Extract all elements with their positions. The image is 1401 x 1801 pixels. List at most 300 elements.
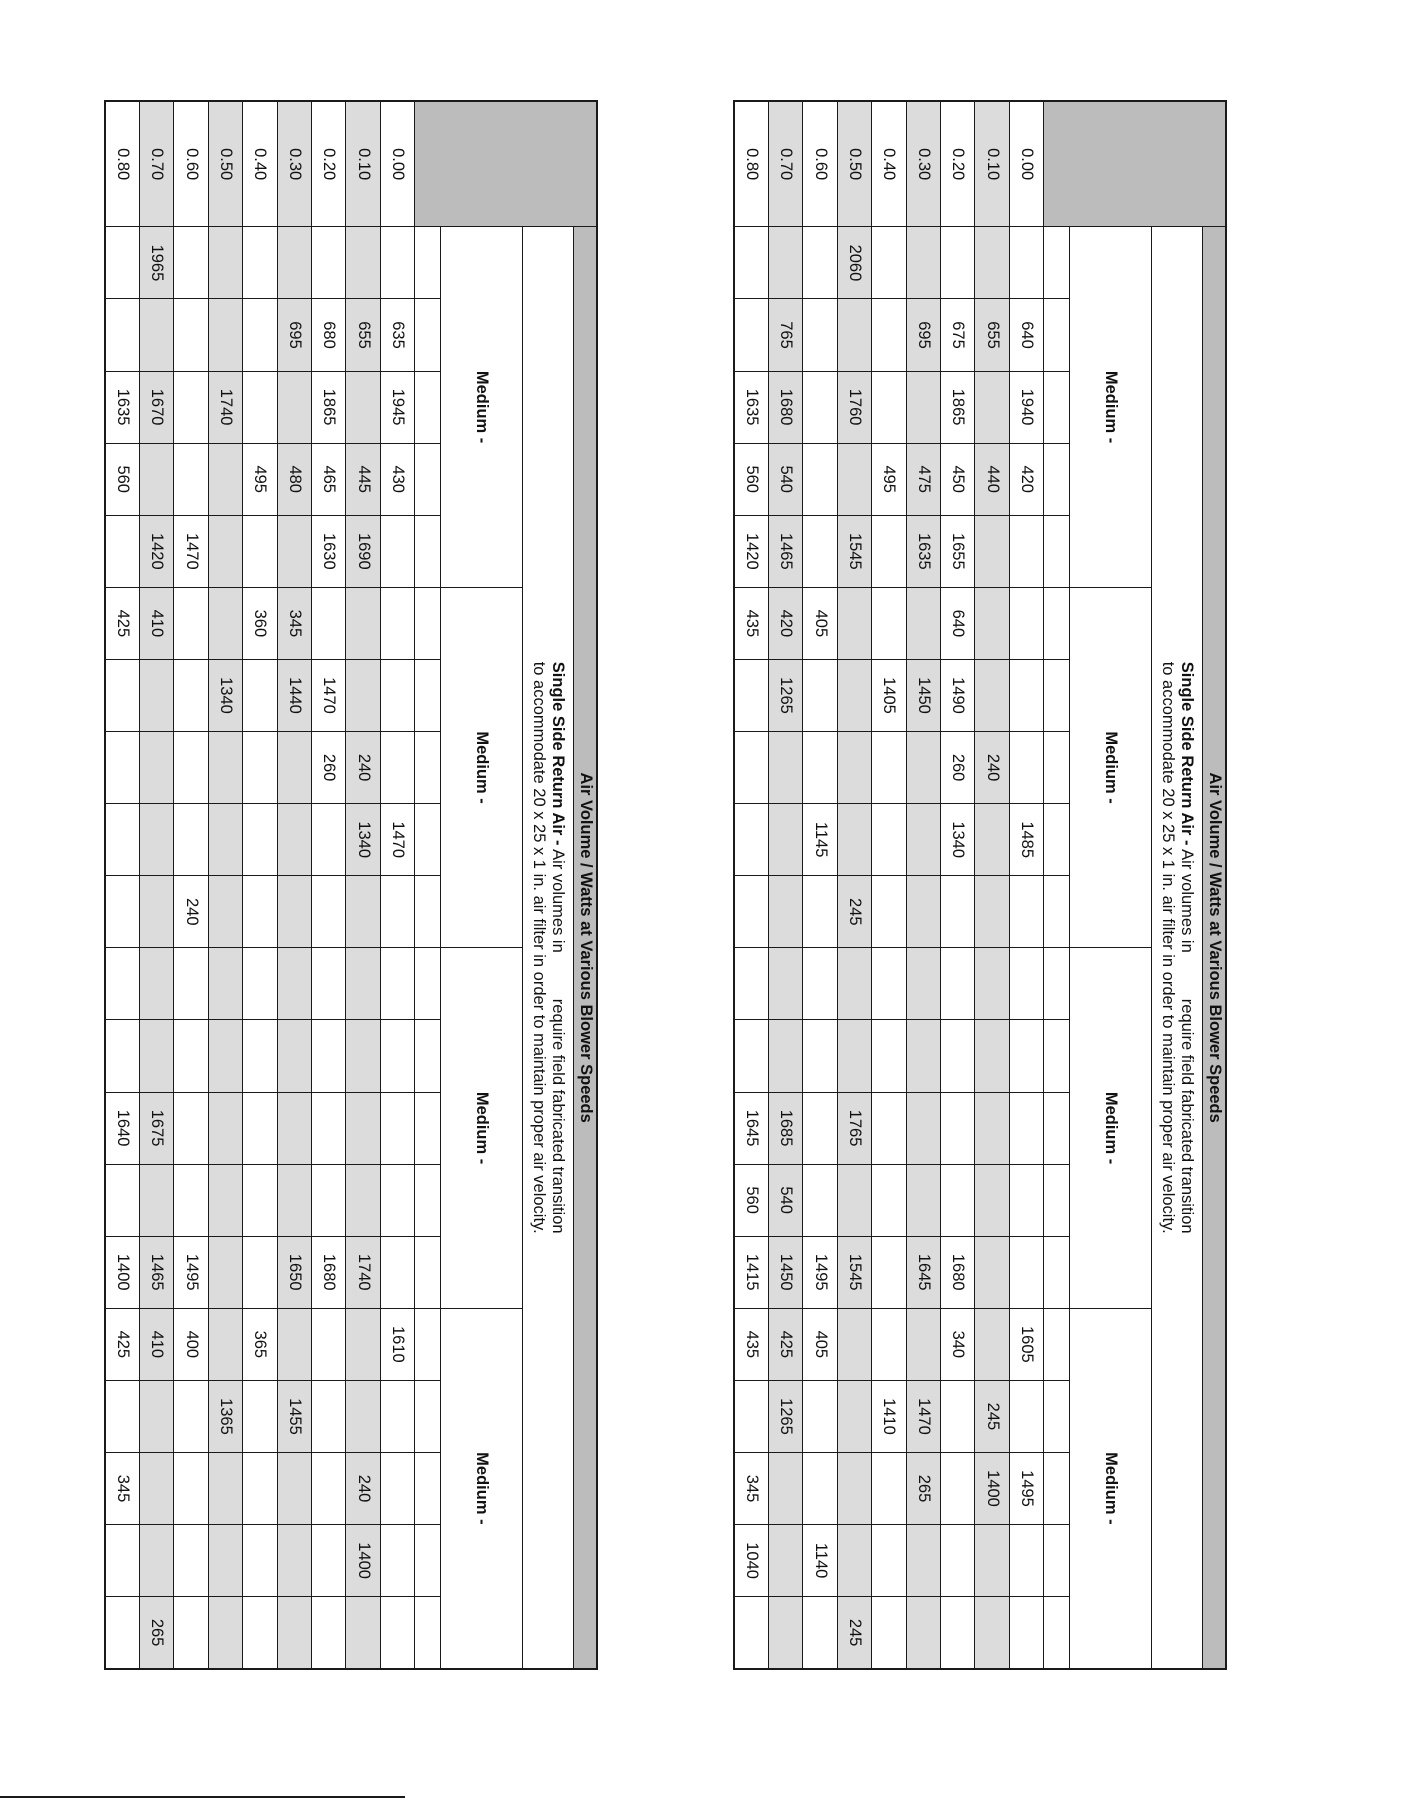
value-cell: 450 [941, 443, 975, 515]
value-cell [975, 1236, 1009, 1308]
value-cell [906, 732, 940, 804]
value-cell [140, 804, 174, 876]
value-cell [872, 515, 906, 587]
value-cell: 1655 [941, 515, 975, 587]
speed-group-label: Medium - [1070, 1308, 1152, 1669]
value-cell: 765 [769, 299, 803, 371]
value-cell [380, 1597, 414, 1669]
value-cell [312, 1308, 346, 1380]
value-cell [208, 876, 242, 948]
value-cell [277, 371, 311, 443]
value-cell [140, 1020, 174, 1092]
value-cell [837, 1380, 871, 1452]
note-bold: Single Side Return Air - [1178, 661, 1197, 846]
value-cell [208, 1308, 242, 1380]
value-cell [872, 1164, 906, 1236]
value-cell: 1940 [1009, 371, 1043, 443]
note-line1: Air volumes in [1178, 849, 1197, 953]
value-cell: 1400 [105, 1236, 140, 1308]
value-cell [380, 659, 414, 731]
value-cell [105, 1380, 140, 1452]
header-blank [415, 299, 441, 371]
value-cell [837, 1525, 871, 1597]
value-cell [380, 1092, 414, 1164]
value-cell [174, 1020, 208, 1092]
value-cell [941, 1020, 975, 1092]
table-row [769, 101, 803, 1669]
value-cell [803, 1452, 837, 1524]
note-line1b: require field fabricated transition [1178, 998, 1197, 1234]
value-cell [174, 227, 208, 299]
value-cell: 1340 [208, 659, 242, 731]
value-cell [312, 876, 346, 948]
value-cell [243, 371, 277, 443]
header-blank [415, 1597, 441, 1669]
value-cell [975, 804, 1009, 876]
value-cell [243, 804, 277, 876]
value-cell: 1420 [140, 515, 174, 587]
value-cell [140, 443, 174, 515]
value-cell [346, 1597, 380, 1669]
value-cell [140, 1452, 174, 1524]
value-cell [208, 1525, 242, 1597]
value-cell [208, 1597, 242, 1669]
value-cell: 435 [734, 587, 769, 659]
value-cell [208, 1236, 242, 1308]
header-blank [415, 1092, 441, 1164]
value-cell: 1760 [837, 371, 871, 443]
value-cell [105, 515, 140, 587]
value-cell: 240 [346, 732, 380, 804]
value-cell [769, 1597, 803, 1669]
table-title: Air Volume / Watts at Various Blower Speeds [1203, 227, 1226, 1669]
value-cell [105, 227, 140, 299]
value-cell: 245 [837, 876, 871, 948]
value-cell [208, 1452, 242, 1524]
value-cell [105, 876, 140, 948]
value-cell: 1495 [1009, 1452, 1043, 1524]
value-cell [906, 1020, 940, 1092]
header-blank [415, 1020, 441, 1092]
value-cell [872, 804, 906, 876]
header-blank [1044, 948, 1070, 1020]
value-cell [346, 876, 380, 948]
value-cell [734, 227, 769, 299]
value-cell [1009, 948, 1043, 1020]
header-blank [415, 515, 441, 587]
header-blank [1044, 1308, 1070, 1380]
value-cell [906, 948, 940, 1020]
table-note [522, 227, 574, 1669]
value-cell: 260 [941, 732, 975, 804]
value-cell: 1965 [140, 227, 174, 299]
value-cell: 1605 [1009, 1308, 1043, 1380]
value-cell [975, 1597, 1009, 1669]
value-cell [312, 227, 346, 299]
header-blank [1044, 587, 1070, 659]
value-cell [312, 1092, 346, 1164]
value-cell [872, 299, 906, 371]
table-row [872, 101, 906, 1669]
value-cell [837, 659, 871, 731]
value-cell [872, 227, 906, 299]
value-cell [1009, 1164, 1043, 1236]
static-pressure-cell: 0.40 [872, 101, 906, 227]
value-cell [208, 1020, 242, 1092]
value-cell [872, 948, 906, 1020]
table-row [380, 101, 414, 1669]
value-cell: 695 [277, 299, 311, 371]
value-cell: 1145 [803, 804, 837, 876]
value-cell: 345 [105, 1452, 140, 1524]
value-cell [174, 587, 208, 659]
value-cell: 1610 [380, 1308, 414, 1380]
header-blank [415, 732, 441, 804]
value-cell: 1465 [140, 1236, 174, 1308]
value-cell [906, 587, 940, 659]
value-cell: 1040 [734, 1525, 769, 1597]
value-cell [346, 371, 380, 443]
header-blank [1044, 876, 1070, 948]
value-cell [174, 1164, 208, 1236]
value-cell [105, 1164, 140, 1236]
value-cell: 1420 [734, 515, 769, 587]
value-cell [312, 1380, 346, 1452]
value-cell [769, 732, 803, 804]
value-cell: 1680 [941, 1236, 975, 1308]
value-cell [769, 804, 803, 876]
value-cell [734, 948, 769, 1020]
value-cell [346, 227, 380, 299]
value-cell [174, 948, 208, 1020]
static-pressure-cell: 0.30 [906, 101, 940, 227]
value-cell: 1675 [140, 1092, 174, 1164]
value-cell: 245 [975, 1380, 1009, 1452]
value-cell: 560 [105, 443, 140, 515]
value-cell: 435 [734, 1308, 769, 1380]
value-cell: 1455 [277, 1380, 311, 1452]
static-pressure-cell: 0.60 [803, 101, 837, 227]
air-volume-table-lower [104, 100, 598, 1670]
value-cell: 1405 [872, 659, 906, 731]
value-cell [140, 1525, 174, 1597]
value-cell [243, 1380, 277, 1452]
note-line1b: require field fabricated transition [549, 998, 568, 1234]
value-cell [277, 1164, 311, 1236]
value-cell [941, 1380, 975, 1452]
value-cell [941, 1597, 975, 1669]
value-cell: 345 [277, 587, 311, 659]
value-cell: 1410 [872, 1380, 906, 1452]
table-row [1009, 101, 1043, 1669]
value-cell [346, 1380, 380, 1452]
air-volume-table-upper [733, 100, 1227, 1670]
value-cell [734, 1597, 769, 1669]
value-cell: 265 [140, 1597, 174, 1669]
value-cell [243, 1452, 277, 1524]
value-cell: 345 [734, 1452, 769, 1524]
value-cell [975, 371, 1009, 443]
header-blank [415, 659, 441, 731]
value-cell [906, 1164, 940, 1236]
speed-group-label: Medium - [441, 1308, 523, 1669]
static-pressure-cell: 0.70 [140, 101, 174, 227]
value-cell: 560 [734, 1164, 769, 1236]
header-blank [1044, 732, 1070, 804]
value-cell [312, 1020, 346, 1092]
value-cell [734, 804, 769, 876]
value-cell: 1450 [906, 659, 940, 731]
note-bold: Single Side Return Air - [549, 661, 568, 846]
table-row [277, 101, 311, 1669]
value-cell [174, 299, 208, 371]
value-cell [174, 371, 208, 443]
table-title: Air Volume / Watts at Various Blower Speeds [574, 227, 597, 1669]
value-cell: 1685 [769, 1092, 803, 1164]
value-cell: 245 [837, 1597, 871, 1669]
table-row [312, 101, 346, 1669]
value-cell [803, 1380, 837, 1452]
value-cell: 1470 [312, 659, 346, 731]
table-row [941, 101, 975, 1669]
header-blank [415, 371, 441, 443]
table-row [346, 101, 380, 1669]
value-cell: 340 [941, 1308, 975, 1380]
value-cell [208, 948, 242, 1020]
header-blank [1044, 1380, 1070, 1452]
value-cell: 240 [975, 732, 1009, 804]
note-line2: to accommodate 20 x 25 x 1 in. air filter in order to maintain proper air velocity. [530, 661, 549, 1234]
static-pressure-cell: 0.00 [380, 101, 414, 227]
header-corner [1044, 101, 1226, 227]
value-cell [243, 659, 277, 731]
value-cell: 410 [140, 587, 174, 659]
value-cell [975, 876, 1009, 948]
value-cell: 695 [906, 299, 940, 371]
note-line1: Air volumes in [549, 849, 568, 953]
header-blank [1044, 1452, 1070, 1524]
value-cell [803, 227, 837, 299]
value-cell [277, 1020, 311, 1092]
value-cell: 400 [174, 1308, 208, 1380]
value-cell [803, 1164, 837, 1236]
value-cell [1009, 732, 1043, 804]
table-row [140, 101, 174, 1669]
table-row [803, 101, 837, 1669]
value-cell [734, 1020, 769, 1092]
value-cell [906, 804, 940, 876]
value-cell: 640 [1009, 299, 1043, 371]
header-blank [1044, 515, 1070, 587]
value-cell [346, 587, 380, 659]
value-cell [243, 227, 277, 299]
value-cell: 635 [380, 299, 414, 371]
static-pressure-cell: 0.80 [105, 101, 140, 227]
static-pressure-cell: 0.40 [243, 101, 277, 227]
value-cell [872, 1452, 906, 1524]
value-cell: 1490 [941, 659, 975, 731]
value-cell: 420 [769, 587, 803, 659]
value-cell [837, 1164, 871, 1236]
table-row [734, 101, 769, 1669]
value-cell [769, 876, 803, 948]
value-cell [837, 804, 871, 876]
header-blank [1044, 1164, 1070, 1236]
value-cell: 560 [734, 443, 769, 515]
value-cell [208, 804, 242, 876]
value-cell [277, 732, 311, 804]
value-cell [380, 732, 414, 804]
value-cell [174, 1452, 208, 1524]
value-cell [906, 876, 940, 948]
value-cell [975, 515, 1009, 587]
value-cell [975, 659, 1009, 731]
value-cell: 655 [975, 299, 1009, 371]
value-cell: 430 [380, 443, 414, 515]
value-cell: 425 [769, 1308, 803, 1380]
value-cell: 420 [1009, 443, 1043, 515]
value-cell [941, 1525, 975, 1597]
header-blank [1044, 443, 1070, 515]
value-cell [277, 1525, 311, 1597]
value-cell [941, 227, 975, 299]
value-cell [380, 1525, 414, 1597]
value-cell [906, 371, 940, 443]
value-cell [769, 227, 803, 299]
value-cell: 1265 [769, 1380, 803, 1452]
value-cell [312, 587, 346, 659]
value-cell [380, 1380, 414, 1452]
value-cell: 365 [243, 1308, 277, 1380]
value-cell: 1440 [277, 659, 311, 731]
table-row [906, 101, 940, 1669]
value-cell [837, 732, 871, 804]
value-cell [734, 876, 769, 948]
value-cell [769, 1525, 803, 1597]
value-cell [105, 948, 140, 1020]
value-cell [380, 587, 414, 659]
header-blank [415, 876, 441, 948]
table-row [208, 101, 242, 1669]
value-cell [975, 1092, 1009, 1164]
value-cell [803, 371, 837, 443]
value-cell [346, 1164, 380, 1236]
value-cell [346, 1308, 380, 1380]
value-cell [975, 587, 1009, 659]
value-cell [346, 1020, 380, 1092]
value-cell: 1670 [140, 371, 174, 443]
value-cell [975, 948, 1009, 1020]
value-cell [312, 1597, 346, 1669]
value-cell [769, 948, 803, 1020]
value-cell: 1340 [346, 804, 380, 876]
value-cell [140, 1164, 174, 1236]
value-cell: 1740 [208, 371, 242, 443]
value-cell: 640 [941, 587, 975, 659]
value-cell: 1470 [380, 804, 414, 876]
value-cell [380, 1164, 414, 1236]
value-cell [769, 1020, 803, 1092]
value-cell [312, 804, 346, 876]
value-cell [208, 1164, 242, 1236]
value-cell [906, 1597, 940, 1669]
header-blank [1044, 1092, 1070, 1164]
value-cell: 1450 [769, 1236, 803, 1308]
value-cell [174, 804, 208, 876]
value-cell [105, 299, 140, 371]
value-cell: 1465 [769, 515, 803, 587]
header-blank [1044, 804, 1070, 876]
value-cell [243, 1597, 277, 1669]
value-cell [837, 443, 871, 515]
table-row [975, 101, 1009, 1669]
value-cell: 1470 [906, 1380, 940, 1452]
value-cell [872, 371, 906, 443]
value-cell [140, 876, 174, 948]
value-cell [174, 1525, 208, 1597]
value-cell [105, 804, 140, 876]
value-cell: 1645 [906, 1236, 940, 1308]
value-cell [346, 948, 380, 1020]
value-cell [1009, 1597, 1043, 1669]
static-pressure-cell: 0.10 [346, 101, 380, 227]
value-cell [803, 515, 837, 587]
value-cell [906, 227, 940, 299]
value-cell [1009, 227, 1043, 299]
value-cell [872, 1308, 906, 1380]
value-cell: 1945 [380, 371, 414, 443]
value-cell [243, 1092, 277, 1164]
value-cell: 240 [346, 1452, 380, 1524]
value-cell [941, 876, 975, 948]
value-cell [105, 659, 140, 731]
value-cell [277, 1452, 311, 1524]
value-cell [872, 1597, 906, 1669]
value-cell: 680 [312, 299, 346, 371]
value-cell [941, 1452, 975, 1524]
value-cell [243, 515, 277, 587]
value-cell [243, 948, 277, 1020]
value-cell [872, 1092, 906, 1164]
value-cell: 495 [872, 443, 906, 515]
value-cell: 240 [174, 876, 208, 948]
header-blank [1044, 1020, 1070, 1092]
value-cell [243, 299, 277, 371]
value-cell [1009, 1380, 1043, 1452]
header-blank [1044, 1597, 1070, 1669]
value-cell [243, 1525, 277, 1597]
value-cell [803, 1020, 837, 1092]
value-cell [243, 1236, 277, 1308]
value-cell [140, 732, 174, 804]
value-cell: 1635 [906, 515, 940, 587]
value-cell: 1865 [312, 371, 346, 443]
value-cell: 1650 [277, 1236, 311, 1308]
value-cell [906, 1092, 940, 1164]
value-cell [380, 1020, 414, 1092]
value-cell: 1545 [837, 515, 871, 587]
header-blank [415, 1308, 441, 1380]
speed-group-label: Medium - [441, 587, 523, 947]
header-blank [415, 587, 441, 659]
value-cell [174, 1380, 208, 1452]
value-cell [941, 1092, 975, 1164]
value-cell [105, 1597, 140, 1669]
value-cell [803, 732, 837, 804]
static-pressure-cell: 0.30 [277, 101, 311, 227]
value-cell: 495 [243, 443, 277, 515]
value-cell [243, 1020, 277, 1092]
